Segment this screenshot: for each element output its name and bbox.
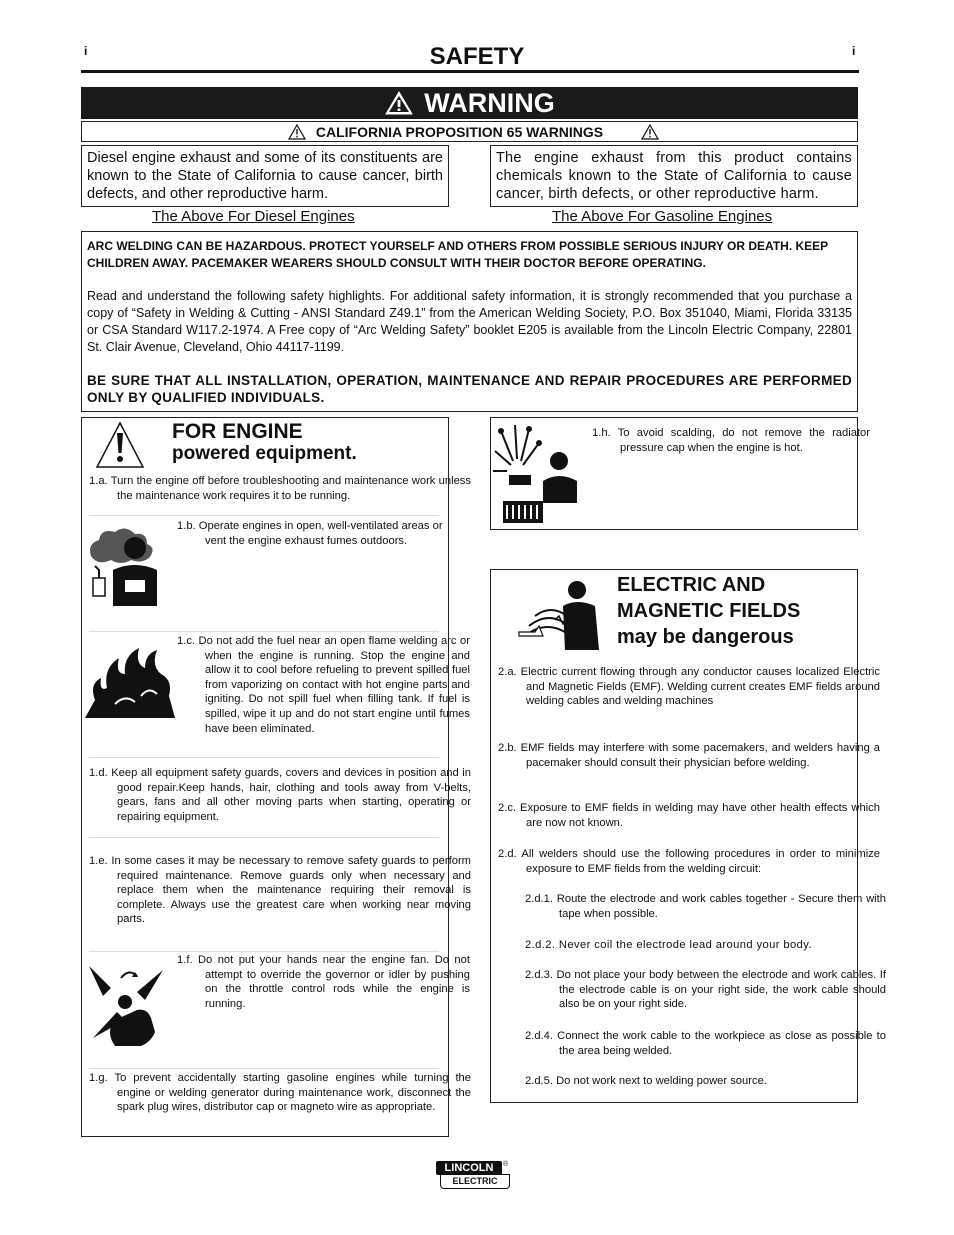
engine-heading-2: powered equipment. [172, 443, 357, 464]
emf-item-2d1: 2.d.1. Route the electrode and work cables together - Secure them with tape when possible. [525, 893, 886, 920]
engine-heading-1: FOR ENGINE [172, 420, 303, 443]
qualified-statement: BE SURE THAT ALL INSTALLATION, OPERATION, MAINTENANCE AND REPAIR PROCEDURES ARE PERFORMED ONLY BY QUALIFIED INDIVIDUALS. [87, 373, 852, 405]
gasoline-caption: The Above For Gasoline Engines [552, 208, 773, 225]
emf-item-2d3: 2.d.3. Do not place your body between the electrode and work cables. If the electrode cable is on your right side, the work cable should also be on your right side. [525, 969, 886, 1011]
engine-item-1h: 1.h. To avoid scalding, do not remove the radiator pressure cap when the engine is hot. [592, 427, 870, 454]
warning-triangle-icon [384, 90, 414, 116]
hazard-statement: ARC WELDING CAN BE HAZARDOUS. PROTECT YOURSELF AND OTHERS FROM POSSIBLE SERIOUS INJURY OR DEATH. KEEP CHILDREN AWAY. PACEMAKER WEARERS SHOULD CONSULT WITH THEIR DOCTOR BEFORE OPERATING. [87, 239, 828, 270]
title-rule [81, 70, 859, 73]
engine-item-1a: 1.a. Turn the engine off before troubleshooting and maintenance work unless the maintenance work requires it to be running. [89, 475, 471, 502]
emf-item-2d5: 2.d.5. Do not work next to welding power source. [525, 1075, 767, 1087]
logo-bottom: ELECTRIC [440, 1174, 510, 1189]
engine-item-1b: 1.b. Operate engines in open, well-ventilated areas or vent the engine exhaust fumes outdoors. [177, 520, 443, 547]
read-statement: Read and understand the following safety highlights. For additional safety information, it is strongly recommended that you purchase a copy of “Safety in Welding & Cutting - ANSI Standard Z49.1” from the American Welding Society, P.O. Box 351040, Miami, Florida 33135 or CSA Standard W117.2-1974. A Free copy of “Arc Welding Safety” booklet E205 is available from the Lincoln Electric Company, 22801 St. Clair Avenue, Cleveland, Ohio 44117-1199. [87, 289, 852, 354]
divider [89, 837, 439, 838]
prop65-title: CALIFORNIA PROPOSITION 65 WARNINGS [315, 123, 604, 140]
logo-top: LINCOLN [436, 1161, 502, 1175]
emf-item-2d: 2.d. All welders should use the following procedures in order to minimize exposure to EMF fields from the welding circuit: [498, 848, 880, 875]
divider [89, 757, 439, 758]
diesel-caption: The Above For Diesel Engines [152, 208, 355, 225]
divider [89, 515, 439, 516]
intro-box [81, 231, 858, 412]
emf-heading-2: MAGNETIC FIELDS [617, 600, 801, 622]
flame-icon [85, 644, 175, 720]
fumes-person-icon [85, 526, 169, 612]
logo-registered: ® [503, 1161, 509, 1168]
prop65-gasoline-box: The engine exhaust from this product contains chemicals known to the State of California to cause cancer, birth defects, or other reproductive harm. [490, 145, 858, 207]
emf-item-2b: 2.b. EMF fields may interfere with some pacemakers, and welders having a pacemaker should consult their physician before welding. [498, 742, 880, 769]
emf-item-2c: 2.c. Exposure to EMF fields in welding may have other health effects which are now not known. [498, 802, 880, 829]
engine-item-1d: 1.d. Keep all equipment safety guards, covers and devices in position and in good repair.Keep hands, hair, clothing and tools away from V-belts, gears, fans and all other moving parts when starting, operating or repairing equipment. [89, 767, 471, 823]
emf-welder-icon [515, 576, 609, 652]
prop65-header [81, 121, 858, 142]
emf-item-2a: 2.a. Electric current flowing through any conductor causes localized Electric and Magnetic Fields (EMF). Welding current creates EMF fields around welding cables and welding machines [498, 666, 880, 708]
page-number-left: i [84, 44, 88, 58]
emf-item-2d4: 2.d.4. Connect the work cable to the workpiece as close as possible to the area being welded. [525, 1030, 886, 1057]
warning-triangle-icon [641, 124, 659, 140]
emf-heading-1: ELECTRIC AND [617, 574, 766, 596]
engine-item-1e: 1.e. In some cases it may be necessary to remove safety guards to perform required maintenance. Remove guards only when necessary and replace them when the maintenance requiring their removal is complete. Always use the greatest care when working near moving parts. [89, 855, 471, 926]
radiator-section [490, 417, 870, 530]
engine-section [81, 417, 471, 1137]
emf-section [490, 569, 886, 1103]
divider [89, 951, 439, 952]
engine-item-1g: 1.g. To prevent accidentally starting gasoline engines while turning the engine or welding generator during maintenance work, disconnect the spark plug wires, distributor cap or magneto wire as appropriate. [89, 1072, 471, 1114]
warning-triangle-icon [288, 124, 306, 140]
divider [89, 631, 439, 632]
exclamation-triangle-icon [95, 421, 145, 469]
engine-item-1c: 1.c. Do not add the fuel near an open flame welding arc or when the engine is running. Stop the engine and allow it to cool before refueling to prevent spilled fuel from vaporizing on contact with hot engine parts and igniting. Do not spill fuel when filling tank. If fuel is spilled, wipe it up and do not start engine until fumes have been eliminated. [177, 635, 470, 735]
page-number-right: i [852, 44, 856, 58]
warning-banner [81, 87, 858, 119]
lincoln-electric-logo [436, 1161, 510, 1189]
page-title: SAFETY [429, 43, 525, 70]
emf-item-2d2: 2.d.2. Never coil the electrode lead around your body. [525, 939, 812, 951]
emf-heading-3: may be dangerous [617, 626, 794, 648]
hand-fan-icon [85, 962, 169, 1048]
radiator-scald-icon [493, 421, 581, 525]
prop65-diesel-box: Diesel engine exhaust and some of its constituents are known to the State of California to cause cancer, birth defects, and other reproductive harm. [81, 145, 449, 207]
warning-title: WARNING [424, 87, 555, 118]
engine-item-1f: 1.f. Do not put your hands near the engine fan. Do not attempt to override the governor or idler by pushing on the throttle control rods while the engine is running. [177, 954, 470, 1010]
divider [89, 1068, 439, 1069]
